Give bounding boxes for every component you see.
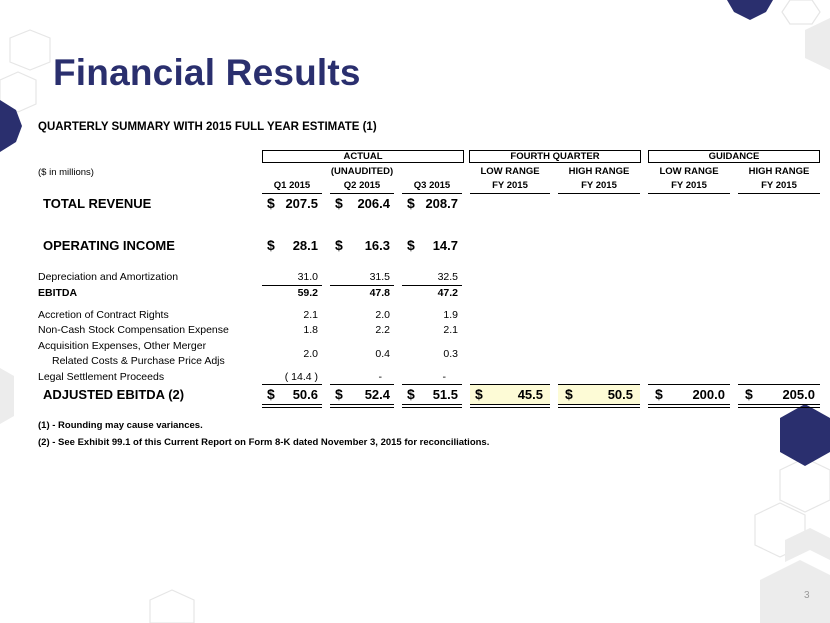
legal-q1: ( 14.4 ) xyxy=(284,371,318,383)
depreciation-q1: 31.0 xyxy=(297,271,318,283)
row-label-stock-comp: Non-Cash Stock Compensation Expense xyxy=(38,324,229,336)
adj-rule-fq-high xyxy=(558,384,640,385)
subtotal-rule-q3 xyxy=(402,285,462,286)
fq-high-range-label: HIGH RANGE xyxy=(568,166,630,177)
g-low-range-label: LOW RANGE xyxy=(659,166,719,177)
slide-title: Financial Results xyxy=(53,52,361,93)
total-revenue-q3: 208.7 xyxy=(425,196,458,211)
legal-q2: - xyxy=(378,371,382,383)
total-double-rule-fq-low xyxy=(470,404,550,408)
stock-comp-q2: 2.2 xyxy=(375,324,390,336)
fq-low-range-label: LOW RANGE xyxy=(480,166,540,177)
col-q2: Q2 2015 xyxy=(343,180,381,191)
adjusted-ebitda-q1: 50.6 xyxy=(292,387,318,402)
accretion-q3: 1.9 xyxy=(443,309,458,321)
legal-q3: - xyxy=(442,371,446,383)
subtotal-rule-q1 xyxy=(262,285,322,286)
footnote-1: (1) - Rounding may cause variances. xyxy=(38,420,203,431)
col-q1: Q1 2015 xyxy=(273,180,311,191)
total-revenue-q2: 206.4 xyxy=(357,196,390,211)
accretion-q2: 2.0 xyxy=(375,309,390,321)
currency-symbol: $ xyxy=(407,386,415,402)
ebitda-q3: 47.2 xyxy=(437,287,458,299)
col-q3: Q3 2015 xyxy=(413,180,451,191)
adjusted-ebitda-q3: 51.5 xyxy=(432,387,458,402)
header-rule-q3 xyxy=(402,193,462,194)
total-double-rule-q3 xyxy=(402,404,462,408)
stock-comp-q3: 2.1 xyxy=(443,324,458,336)
currency-symbol: $ xyxy=(655,386,663,402)
currency-symbol: $ xyxy=(407,237,415,253)
adj-rule-fq-low xyxy=(470,384,550,385)
stock-comp-q1: 1.8 xyxy=(303,324,318,336)
row-label-acquisition-line1: Acquisition Expenses, Other Merger xyxy=(38,340,207,352)
col-fq-high: FY 2015 xyxy=(581,180,617,191)
acquisition-q3: 0.3 xyxy=(443,348,458,360)
row-label-acquisition-line2: Related Costs & Purchase Price Adjs xyxy=(52,355,225,367)
header-rule-g-low xyxy=(648,193,730,194)
acquisition-q1: 2.0 xyxy=(303,348,318,360)
header-rule-fq-low xyxy=(470,193,550,194)
currency-symbol: $ xyxy=(267,237,275,253)
accretion-q1: 2.1 xyxy=(303,309,318,321)
adjusted-ebitda-fq-low: 45.5 xyxy=(517,387,543,402)
unaudited-label: (UNAUDITED) xyxy=(330,166,394,177)
currency-symbol: $ xyxy=(267,195,275,211)
page-number: 3 xyxy=(804,590,810,601)
operating-income-q3: 14.7 xyxy=(432,238,458,253)
depreciation-q2: 31.5 xyxy=(369,271,390,283)
header-rule-q2 xyxy=(330,193,394,194)
currency-symbol: $ xyxy=(335,386,343,402)
total-double-rule-fq-high xyxy=(558,404,640,408)
currency-symbol: $ xyxy=(565,386,573,402)
adj-rule-q1 xyxy=(262,384,322,385)
total-double-rule-q2 xyxy=(330,404,394,408)
col-g-low: FY 2015 xyxy=(671,180,707,191)
ebitda-q1: 59.2 xyxy=(297,287,318,299)
g-high-range-label: HIGH RANGE xyxy=(748,166,810,177)
adjusted-ebitda-g-low: 200.0 xyxy=(692,387,725,402)
subtotal-rule-q2 xyxy=(330,285,394,286)
currency-symbol: $ xyxy=(745,386,753,402)
total-double-rule-q1 xyxy=(262,404,322,408)
adj-rule-g-low xyxy=(648,384,730,385)
currency-symbol: $ xyxy=(407,195,415,211)
total-revenue-q1: 207.5 xyxy=(285,196,318,211)
row-label-adjusted-ebitda: ADJUSTED EBITDA (2) xyxy=(43,387,185,402)
row-label-ebitda: EBITDA xyxy=(38,287,78,299)
operating-income-q2: 16.3 xyxy=(364,238,390,253)
total-double-rule-g-low xyxy=(648,404,730,408)
currency-symbol: $ xyxy=(267,386,275,402)
header-rule-fq-high xyxy=(558,193,640,194)
row-label-legal: Legal Settlement Proceeds xyxy=(38,371,165,383)
header-rule-g-high xyxy=(738,193,820,194)
group-fourth-quarter: FOURTH QUARTER xyxy=(469,150,641,163)
col-g-high: FY 2015 xyxy=(761,180,797,191)
total-double-rule-g-high xyxy=(738,404,820,408)
currency-symbol: $ xyxy=(335,237,343,253)
adj-rule-g-high xyxy=(738,384,820,385)
adjusted-ebitda-g-high: 205.0 xyxy=(782,387,815,402)
operating-income-q1: 28.1 xyxy=(292,238,318,253)
adj-rule-q2 xyxy=(330,384,394,385)
group-actual: ACTUAL xyxy=(262,150,464,163)
units-label: ($ in millions) xyxy=(38,167,94,178)
currency-symbol: $ xyxy=(335,195,343,211)
row-label-accretion: Accretion of Contract Rights xyxy=(38,309,169,321)
depreciation-q3: 32.5 xyxy=(437,271,458,283)
footnote-2: (2) - See Exhibit 99.1 of this Current Report on Form 8-K dated November 3, 2015 for reconciliations. xyxy=(38,437,490,448)
col-fq-low: FY 2015 xyxy=(492,180,528,191)
header-rule-q1 xyxy=(262,193,322,194)
row-label-depreciation: Depreciation and Amortization xyxy=(38,271,179,283)
table-subtitle: QUARTERLY SUMMARY WITH 2015 FULL YEAR ESTIMATE (1) xyxy=(38,121,377,133)
currency-symbol: $ xyxy=(475,386,483,402)
group-guidance: GUIDANCE xyxy=(648,150,820,163)
adjusted-ebitda-q2: 52.4 xyxy=(364,387,390,402)
acquisition-q2: 0.4 xyxy=(375,348,390,360)
row-label-operating-income: OPERATING INCOME xyxy=(43,238,175,253)
adjusted-ebitda-fq-high: 50.5 xyxy=(607,387,633,402)
row-label-total-revenue: TOTAL REVENUE xyxy=(43,196,152,211)
adj-rule-q3 xyxy=(402,384,462,385)
ebitda-q2: 47.8 xyxy=(369,287,390,299)
